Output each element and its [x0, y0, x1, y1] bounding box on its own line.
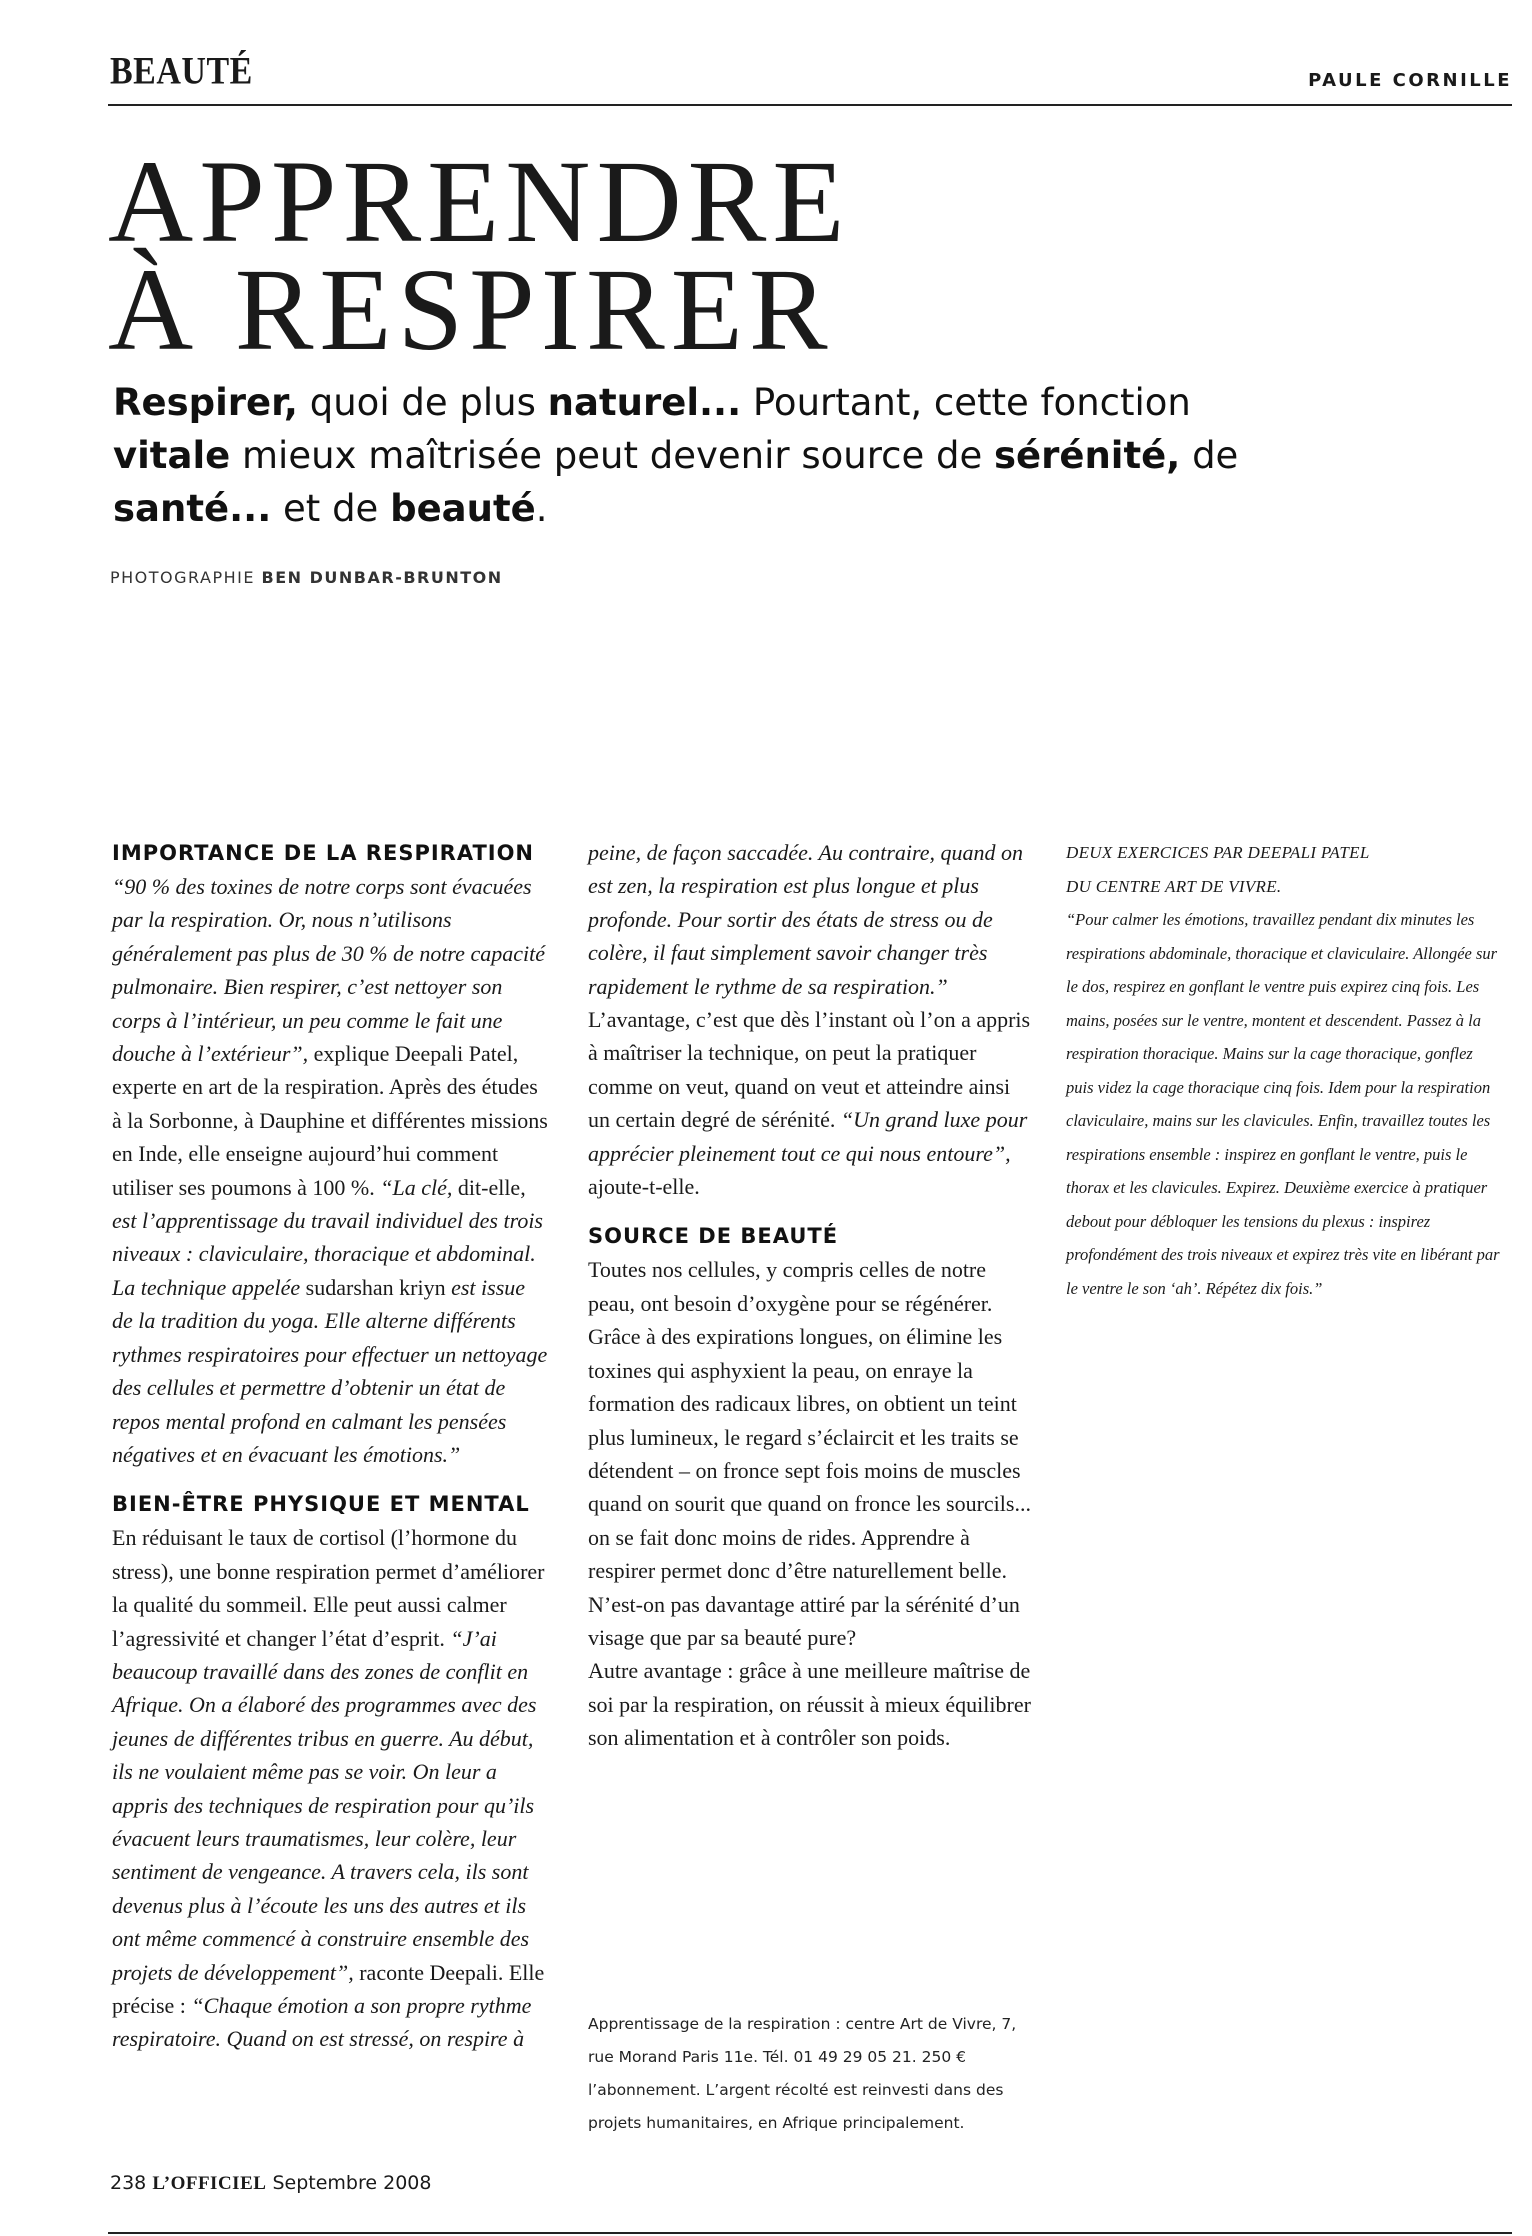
title-line-2: À RESPIRER: [108, 244, 834, 375]
lead-text: mieux maîtrisée peut devenir source de: [230, 434, 994, 477]
lead-text: de: [1180, 434, 1239, 477]
title-line-1: APPRENDRE: [108, 136, 851, 267]
paragraph: Autre avantage : grâce à une meilleure maîtrise de soi par la respiration, on réussit à mieux équilibrer son alimentation et à contrôler son poids.: [588, 1658, 1031, 1751]
quote: peine, de façon saccadée. Au contraire, quand on est zen, la respiration est plus longue et plus profonde. Pour sortir des états de stress ou de colère, il faut simplement savoir changer très rapidement le rythme de sa respiration.”: [588, 840, 1024, 999]
quote: “90 % des toxines de notre corps sont évacuées par la respiration. Or, nous n’utilisons généralement pas plus de 30 % de notre capacité pulmonaire. Bien respirer, c’est nettoyer son corps à l’intérieur, un peu comme le fait une douche à l’extérieur”,: [112, 874, 545, 1067]
section-heading: BIEN-ÊTRE PHYSIQUE ET MENTAL: [112, 1492, 530, 1517]
section-heading: IMPORTANCE DE LA RESPIRATION: [112, 841, 535, 865]
article-column-2: [588, 836, 1034, 1755]
bottom-divider: [108, 2232, 1512, 2234]
lead-bold: naturel...: [547, 381, 742, 424]
lead-text: Pourtant, cette fonction: [741, 381, 1191, 424]
text: En réduisant le taux de cortisol (l’hormone du stress), une bonne respiration permet d’améliorer la qualité du sommeil. Elle peut aussi calmer l’agressivité et changer l’état d’esprit.: [112, 1525, 545, 1651]
magazine-name: L’OFFICIEL: [152, 2173, 267, 2194]
article-title: [108, 136, 851, 375]
exercise-box: [1066, 836, 1502, 1305]
lead-paragraph: [113, 376, 1313, 535]
text: raconte Deepali. Elle précise :: [112, 1959, 545, 2018]
lead-bold: sérénité,: [993, 434, 1181, 477]
lead-text: .: [535, 487, 548, 530]
lead-bold: santé...: [113, 487, 272, 530]
page-number: 238: [110, 2172, 153, 2194]
author-name: PAULE CORNILLE: [1308, 70, 1512, 91]
section-heading: SOURCE DE BEAUTÉ: [588, 1224, 839, 1249]
lead-text: quoi de plus: [297, 381, 548, 424]
quote: “Un grand luxe pour apprécier pleinement tout ce qui nous entoure”,: [588, 1107, 1028, 1166]
lead-bold: Respirer,: [113, 381, 298, 424]
top-divider: [108, 104, 1512, 106]
photographer-name: BEN DUNBAR-BRUNTON: [261, 568, 503, 587]
article-column-1: [112, 836, 550, 2056]
lead-bold: vitale: [113, 434, 231, 477]
quote: “La clé,: [380, 1174, 453, 1200]
quote: “Chaque émotion a son propre rythme respiratoire. Quand on est stressé, on respire à: [112, 1993, 532, 2052]
credit-label: PHOTOGRAPHIE: [110, 568, 262, 587]
quote: est issue de la tradition du yoga. Elle alterne différents rythmes respiratoires pour effectuer un nettoyage des cellules et permettre d’obtenir un état de repos mental profond en calmant les pensées négatives et en évacuant les émotions.”: [112, 1274, 548, 1467]
quote: est l’apprentissage du travail individuel des trois niveaux : claviculaire, thoracique et abdominal. La technique appelée: [112, 1208, 543, 1300]
paragraph: [588, 836, 1034, 1203]
paragraph: [112, 870, 550, 1471]
text: explique Deepali Patel, experte en art de la respiration. Après des études à la Sorbonne, à Dauphine et différentes missions en Inde, elle enseigne aujourd’hui comment utiliser ses poumons à 100 %.: [112, 1041, 548, 1200]
text: ajoute-t-elle.: [588, 1174, 700, 1200]
paragraph: [112, 1521, 550, 2056]
exercise-text: “Pour calmer les émotions, travaillez pendant dix minutes les respirations abdominale, thoracique et claviculaire. Allongée sur le dos, respirez en gonflant le ventre puis expirez cinq fois. Les mains, posées sur le ventre, montent et descendent. Passez à la respiration thoracique. Mains sur la cage thoracique, gonflez puis videz la cage thoracique cinq fois. Idem pour la respiration claviculaire, mains sur les clavicules. Enfin, travaillez toutes les respirations ensemble : inspirez en gonflant le ventre, puis le thorax et les clavicules. Expirez. Deuxième exercice à pratiquer debout pour débloquer les tensions du plexus : inspirez profondément des trois niveaux et expirez très vite en libérant par le ventre le son ‘ah’. Répétez dix fois.”: [1066, 910, 1500, 1298]
text: sudarshan kriyn: [300, 1274, 452, 1300]
paragraph: Toutes nos cellules, y compris celles de notre peau, ont besoin d’oxygène pour se régénérer. Grâce à des expirations longues, on élimine les toxines qui asphyxient la peau, on enraye la formation des radicaux libres, on obtient un teint plus lumineux, le regard s’éclaircit et les traits se détendent – on fronce sept fois moins de muscles quand on sourit que quand on fronce les sourcils... on se fait donc moins de rides. Apprendre à respirer permet donc d’être naturellement belle. N’est-on pas davantage attiré par la sérénité d’un visage que par sa beauté pure?: [588, 1257, 1031, 1650]
info-note: Apprentissage de la respiration : centre Art de Vivre, 7, rue Morand Paris 11e. Tél. 01 49 29 05 21. 250 € l’abonnement. L’argent récolté est reinvesti dans des projets humanitaires, en Afrique principalement.: [588, 2015, 1017, 2132]
exercise-heading-line: DU CENTRE ART DE VIVRE.: [1066, 876, 1282, 896]
quote: “J’ai beaucoup travaillé dans des zones de conflit en Afrique. On a élaboré des programmes avec des jeunes de différentes tribus en guerre. Au début, ils ne voulaient même pas se voir. On leur a appris des techniques de respiration pour qu’ils évacuent leurs traumatismes, leur colère, leur sentiment de vengeance. A travers cela, ils sont devenus plus à l’écoute les uns des autres et ils ont même commencé à construire ensemble des projets de développement”,: [112, 1625, 537, 1985]
section-rubric: BEAUTÉ: [110, 50, 253, 93]
page-footer: [110, 2172, 431, 2195]
text: dit-elle,: [452, 1174, 526, 1200]
issue-date: Septembre 2008: [266, 2172, 432, 2194]
lead-bold: beauté: [390, 487, 536, 530]
text: L’avantage, c’est que dès l’instant où l’on a appris à maîtriser la technique, on peut la pratiquer comme on veut, quand on veut et atteindre ainsi un certain degré de sérénité.: [588, 1007, 1031, 1133]
photo-credit: [110, 568, 503, 587]
exercise-heading-line: DEUX EXERCICES PAR DEEPALI PATEL: [1066, 843, 1370, 862]
lead-text: et de: [271, 487, 391, 530]
